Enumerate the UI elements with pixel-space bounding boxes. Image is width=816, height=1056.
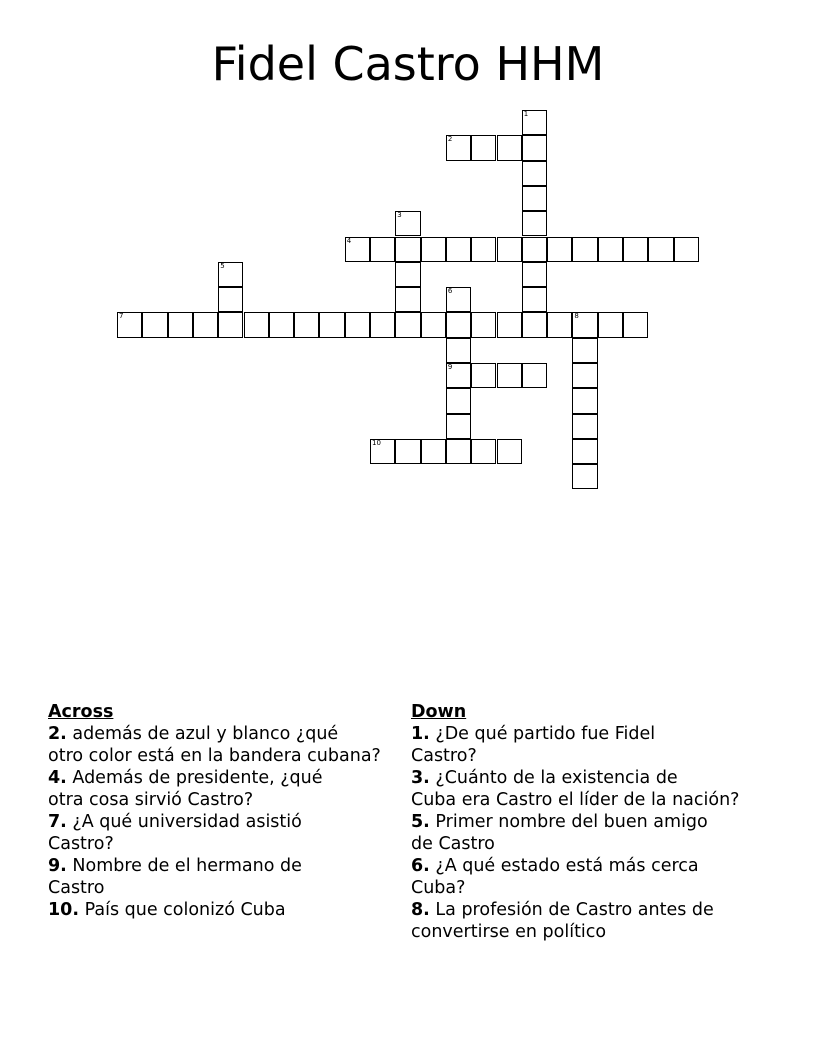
grid-cell[interactable] [421, 312, 446, 337]
grid-cell[interactable] [446, 388, 471, 413]
grid-cell[interactable] [572, 338, 597, 363]
grid-cell[interactable] [497, 312, 522, 337]
clue-text: País que colonizó Cuba [84, 900, 286, 920]
down-clues [411, 701, 791, 944]
clue-number: 3. [411, 768, 430, 788]
grid-cell[interactable] [547, 312, 572, 337]
clue-text: Castro? [411, 745, 477, 766]
clue-across-7 [48, 812, 408, 855]
grid-cell[interactable] [572, 388, 597, 413]
clue-number: 8. [411, 900, 430, 920]
cell-number: 9 [447, 363, 453, 371]
clue-number: 1. [411, 724, 430, 744]
clue-text: otra cosa sirvió Castro? [48, 789, 254, 810]
grid-cell[interactable] [598, 312, 623, 337]
grid-cell[interactable] [395, 262, 420, 287]
grid-cell[interactable] [471, 237, 496, 262]
grid-cell[interactable] [395, 287, 420, 312]
grid-cell[interactable] [193, 312, 218, 337]
clue-number: 2. [48, 724, 67, 744]
clue-text: de Castro [411, 833, 495, 854]
clue-number: 6. [411, 856, 430, 876]
grid-cell[interactable] [218, 312, 243, 337]
grid-cell[interactable] [446, 237, 471, 262]
clue-text: Cuba era Castro el líder de la nación? [411, 789, 740, 810]
grid-cell[interactable] [522, 287, 547, 312]
grid-cell[interactable] [522, 262, 547, 287]
grid-cell[interactable] [471, 439, 496, 464]
clue-down-6 [411, 856, 791, 899]
grid-cell[interactable] [370, 439, 395, 464]
clue-text: Castro [48, 877, 105, 898]
grid-cell[interactable] [168, 312, 193, 337]
grid-cell[interactable] [547, 237, 572, 262]
cell-number: 1 [523, 110, 529, 118]
grid-cell[interactable] [572, 414, 597, 439]
grid-cell[interactable] [446, 414, 471, 439]
grid-cell[interactable] [395, 211, 420, 236]
clue-number: 10. [48, 900, 80, 920]
grid-cell[interactable] [269, 312, 294, 337]
cell-number: 4 [346, 236, 352, 245]
grid-cell[interactable] [522, 237, 547, 262]
grid-cell[interactable] [446, 338, 471, 363]
cell-number: 7 [119, 312, 124, 321]
grid-cell[interactable] [674, 237, 699, 262]
puzzle-title: Fidel Castro HHM [211, 37, 605, 91]
clue-text: ¿A qué universidad asistió [72, 812, 302, 832]
grid-cell[interactable] [218, 262, 243, 287]
clue-text: convertirse en político [411, 921, 607, 942]
grid-cell[interactable] [345, 237, 370, 262]
grid-cell[interactable] [572, 312, 597, 337]
grid-cell[interactable] [572, 439, 597, 464]
grid-cell[interactable] [572, 464, 597, 489]
grid-cell[interactable] [522, 161, 547, 186]
grid-cell[interactable] [117, 312, 142, 337]
across-heading: Across [48, 702, 114, 722]
clue-number: 5. [411, 812, 430, 832]
clue-number: 7. [48, 812, 67, 832]
clue-across-9 [48, 856, 408, 899]
grid-cell[interactable] [522, 110, 547, 135]
cell-number: 2 [447, 135, 453, 144]
grid-cell[interactable] [446, 439, 471, 464]
grid-cell[interactable] [648, 237, 673, 262]
clue-text: Primer nombre del buen amigo [435, 812, 708, 832]
clue-number: 4. [48, 768, 67, 788]
clue-text: ¿A qué estado está más cerca [435, 856, 699, 876]
grid-cell[interactable] [623, 237, 648, 262]
clue-across-10 [48, 900, 408, 922]
grid-cell[interactable] [471, 135, 496, 160]
grid-cell[interactable] [446, 363, 471, 388]
clue-across-4 [48, 768, 408, 811]
grid-cell[interactable] [244, 312, 269, 337]
clue-number: 9. [48, 856, 67, 876]
clue-text: Cuba? [411, 877, 466, 898]
grid-cell[interactable] [446, 312, 471, 337]
grid-cell[interactable] [497, 135, 522, 160]
grid-cell[interactable] [522, 363, 547, 388]
grid-cell[interactable] [471, 312, 496, 337]
grid-cell[interactable] [497, 439, 522, 464]
clue-text: La profesión de Castro antes de [435, 900, 714, 920]
clue-down-8 [411, 900, 791, 943]
grid-cell[interactable] [345, 312, 370, 337]
grid-cell[interactable] [319, 312, 344, 337]
grid-cell[interactable] [395, 312, 420, 337]
grid-cell[interactable] [572, 237, 597, 262]
clue-text: Nombre de el hermano de [72, 856, 302, 876]
grid-cell[interactable] [142, 312, 167, 337]
grid-cell[interactable] [497, 237, 522, 262]
grid-cell[interactable] [446, 287, 471, 312]
across-clues [48, 701, 408, 923]
clue-down-5 [411, 812, 791, 855]
grid-cell[interactable] [370, 237, 395, 262]
grid-cell[interactable] [522, 135, 547, 160]
grid-cell[interactable] [522, 312, 547, 337]
clue-text: Además de presidente, ¿qué [72, 768, 323, 788]
grid-cell[interactable] [522, 211, 547, 236]
cell-number: 8 [574, 312, 579, 321]
grid-cell[interactable] [471, 363, 496, 388]
grid-cell[interactable] [446, 135, 471, 160]
down-heading: Down [411, 702, 467, 722]
clue-text: además de azul y blanco ¿qué [72, 724, 339, 744]
cell-number: 5 [220, 261, 225, 270]
cell-number: 3 [397, 211, 402, 220]
clue-text: otro color está en la bandera cubana? [48, 745, 381, 766]
clue-across-2 [48, 724, 408, 767]
cell-number: 6 [447, 287, 453, 296]
crossword-grid [0, 0, 816, 520]
grid-cell[interactable] [623, 312, 648, 337]
grid-cell[interactable] [421, 237, 446, 262]
cell-number: 10 [372, 438, 381, 447]
clue-text: ¿Cuánto de la existencia de [435, 768, 678, 788]
grid-cell[interactable] [294, 312, 319, 337]
clue-down-1 [411, 724, 791, 767]
grid-cell[interactable] [218, 287, 243, 312]
clue-down-3 [411, 768, 791, 811]
grid-cell[interactable] [395, 439, 420, 464]
grid-cell[interactable] [572, 363, 597, 388]
grid-cell[interactable] [522, 186, 547, 211]
grid-cell[interactable] [598, 237, 623, 262]
clue-text: ¿De qué partido fue Fidel [435, 724, 656, 744]
grid-cell[interactable] [395, 237, 420, 262]
clue-text: Castro? [48, 833, 114, 854]
grid-cell[interactable] [421, 439, 446, 464]
grid-cell[interactable] [370, 312, 395, 337]
grid-cell[interactable] [497, 363, 522, 388]
